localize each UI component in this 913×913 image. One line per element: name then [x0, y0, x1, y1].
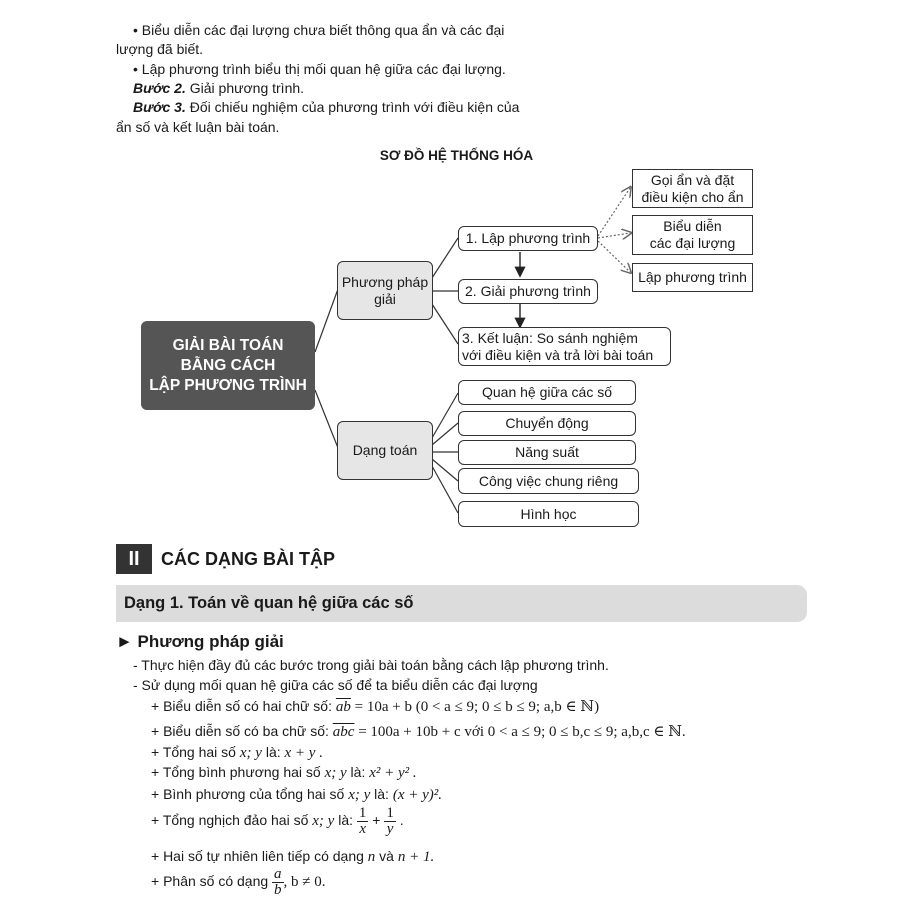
sum-vars: x; y [239, 745, 262, 761]
step-3-text: Đối chiếu nghiệm của phương trình với điều kiện của [185, 99, 520, 115]
link-root-types [315, 390, 338, 448]
two-digit-ab: $\overline{ab}$ [335, 699, 351, 715]
substep-a-line-2: điều kiện cho ẩn [641, 188, 744, 205]
dotted-arrow-c [598, 241, 630, 272]
type-box-4: Công việc chung riêng [458, 468, 639, 494]
link-method-step1 [432, 238, 458, 278]
step-1-box: 1. Lập phương trình [458, 226, 598, 251]
sumsq-expr: x² + y² . [369, 765, 417, 781]
sum-lead: + Tổng hai số [151, 744, 240, 760]
method-line-1: - Thực hiện đầy đủ các bước trong giải bài toán bằng cách lập phương trình. [133, 657, 609, 673]
diagram-title: SƠ ĐỒ HỆ THỐNG HÓA [379, 148, 534, 163]
root-line-1: GIẢI BÀI TOÁN [172, 336, 284, 354]
recip-den-1: x [359, 821, 366, 837]
item-sum [151, 743, 323, 762]
link-type-2 [432, 423, 458, 445]
branch-method [337, 261, 433, 320]
step-3-line-1: 3. Kết luận: So sánh nghiệm [462, 329, 638, 346]
consec-n: n [367, 849, 376, 865]
section-badge: II [116, 544, 152, 574]
method-line-2: - Sử dụng mối quan hệ giữa các số để ta biểu diễn các đại lượng [133, 677, 538, 693]
consec-mid: và [375, 848, 398, 864]
item-reciprocal [151, 806, 404, 837]
recip-mid: là: [334, 812, 357, 829]
sumsq-lead: + Tổng bình phương hai số [151, 764, 325, 780]
section-title: CÁC DẠNG BÀI TẬP [161, 549, 335, 569]
frac-lead: + Phân số có dạng [151, 873, 273, 890]
type-box-2: Chuyển động [458, 411, 636, 436]
sumsq-vars: x; y [324, 765, 347, 781]
item-consecutive [151, 847, 434, 866]
step-3-box [458, 327, 671, 366]
link-type-4 [432, 459, 458, 481]
recip-frac-2 [384, 806, 396, 837]
root-line-2: BẰNG CÁCH [180, 356, 276, 374]
recip-end: . [395, 812, 404, 829]
type-box-3: Năng suất [458, 440, 636, 465]
two-digit-lead: + Biểu diễn số có hai chữ số: [151, 698, 336, 714]
item-sum-squares [151, 763, 417, 782]
three-digit-abc: $\overline{abc}$ [332, 724, 355, 740]
intro-bullet-1: • Biểu diễn các đại lượng chưa biết thông qua ẩn và các đại [133, 22, 505, 38]
root-line-3: LẬP PHƯƠNG TRÌNH [149, 376, 307, 394]
branch-types: Dạng toán [337, 421, 433, 480]
step-2-box: 2. Giải phương trình [458, 279, 598, 304]
step-2-text: Giải phương trình. [185, 80, 305, 96]
dang1-title: Dạng 1. Toán về quan hệ giữa các số [124, 594, 414, 612]
link-method-step3 [432, 304, 458, 344]
method-title: ► Phương pháp giải [116, 632, 284, 651]
substep-a-box [632, 169, 753, 208]
branch-method-line-1: Phương pháp [341, 273, 429, 290]
frac-ab [272, 867, 284, 898]
sum-expr: x + y . [284, 745, 323, 761]
recip-lead: + Tổng nghịch đảo hai số [151, 812, 313, 829]
dotted-arrow-a [598, 188, 630, 236]
item-square-sum [151, 785, 442, 804]
consec-lead: + Hai số tự nhiên liên tiếp có dạng [151, 848, 368, 864]
sqsum-expr: (x + y)². [392, 787, 443, 803]
three-digit-lead: + Biểu diễn số có ba chữ số: [151, 723, 333, 739]
consec-n1: n + 1. [397, 849, 435, 865]
recip-num-1: 1 [358, 805, 367, 821]
recip-frac-1 [357, 806, 369, 837]
intro-bullet-2: • Lập phương trình biểu thị mối quan hệ giữa các đại lượng. [133, 61, 506, 77]
sumsq-mid: là: [346, 764, 370, 780]
sqsum-lead: + Bình phương của tổng hai số [151, 786, 349, 802]
sqsum-mid: là: [370, 786, 393, 802]
recip-den-2: y [386, 821, 394, 837]
link-root-method [315, 289, 338, 352]
frac-den: b [274, 882, 282, 898]
type-box-1: Quan hệ giữa các số [458, 380, 636, 405]
frac-end: , b ≠ 0. [283, 874, 326, 891]
type-box-5: Hình học [458, 501, 639, 527]
recip-vars: x; y [312, 813, 335, 830]
substep-b-line-2: các đại lượng [649, 235, 736, 251]
recip-plus: + [368, 812, 385, 829]
step-3-label: Bước 3. [133, 99, 186, 115]
branch-method-line-2: giải [374, 290, 396, 307]
root-node [141, 321, 315, 410]
link-type-1 [432, 393, 458, 438]
dotted-arrow-b [598, 233, 630, 238]
intro-step-3-cont: ẩn số và kết luận bài toán. [116, 119, 280, 135]
link-type-5 [432, 466, 458, 513]
item-fraction [151, 867, 326, 898]
intro-bullet-1-cont: lượng đã biết. [116, 41, 204, 57]
two-digit-rest: = 10a + b (0 < a ≤ 9; 0 ≤ b ≤ 9; a,b ∈ ℕ) [350, 699, 600, 715]
substep-a-line-1: Gọi ẩn và đặt [650, 171, 735, 188]
item-two-digit [151, 697, 599, 716]
frac-num: a [274, 866, 282, 882]
substep-b-box [632, 215, 753, 255]
step-3-line-2: với điều kiện và trả lời bài toán [462, 346, 654, 363]
sum-mid: là: [261, 744, 285, 760]
sqsum-vars: x; y [348, 787, 371, 803]
substep-b-line-1: Biểu diễn [663, 218, 722, 234]
substep-c-box: Lập phương trình [632, 263, 753, 292]
three-digit-rest: = 100a + 10b + c với 0 < a ≤ 9; 0 ≤ b,c ≤ 9; a,b,c ∈ ℕ. [354, 724, 686, 740]
item-three-digit [151, 722, 686, 741]
step-2-label: Bước 2. [133, 80, 186, 96]
recip-num-2: 1 [386, 805, 394, 821]
